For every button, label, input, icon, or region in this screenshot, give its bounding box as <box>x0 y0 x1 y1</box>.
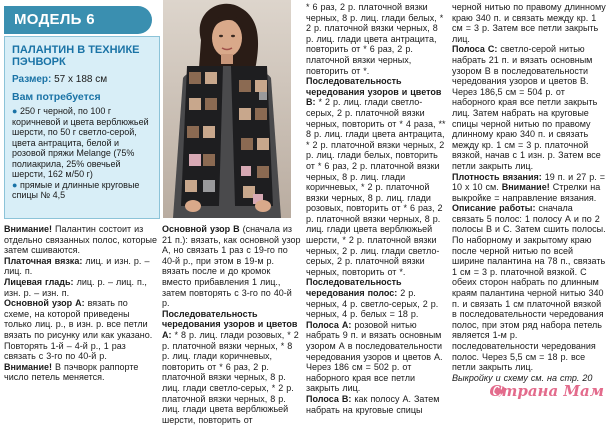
footer-page: см. на стр. 20 <box>530 372 593 383</box>
stripeC-label: Полоса С: <box>452 44 498 55</box>
model-label: МОДЕЛЬ 6 <box>14 11 95 28</box>
patternA-para <box>4 298 157 383</box>
bullet-icon: ● <box>12 106 18 116</box>
stripeB-para <box>306 394 448 415</box>
patternB-label: Основной узор В <box>162 224 240 234</box>
column-1 <box>4 224 157 383</box>
materials-text <box>12 106 152 201</box>
stripeB-label: Полоса В: <box>306 393 352 404</box>
patternB-para <box>162 224 302 309</box>
stockinette-para <box>4 277 157 298</box>
stockinette-label: Лицевая гладь: <box>4 276 74 287</box>
stripeC-text: светло-серой нитью набрать 21 п. и вязать основным узором В в последовательности чередования узоров и цветов В. Через 186,5 см = 504 р. от наборного края все петли закрыть лиц. Затем набрать на круговые спицы черной нитью по правому длинному краю 340 п. и связать между кр. 1 см = 3 р. платочной вязкой, начав с 1 изн. р. Затем все петли закрыть лиц. <box>452 44 601 171</box>
attention-text: Палантин состоит из отдельно связанных полос, которые затем сшиваются. <box>4 224 157 256</box>
patternB-text: (сначала из 21 п.): вязать, как основной узор А, но связать 1 раз с 19-го по 40-й р., при этом в 19-м р. вязать после и до кромок вместо прибавления 1 лиц., затем повторять с 3-го по 40-й р. <box>162 224 301 309</box>
model-photo <box>163 0 291 218</box>
seqB-label: Последовательность чередования узоров и цветов В: <box>306 76 442 108</box>
stripeA-text: розовой нитью набрать 9 п. и вязать основным узором А в последовательности чередования узоров и цветов А. Через 186 см = 502 р. от наборного края все петли закрыть лиц. <box>306 319 443 394</box>
seqC-text: 2 р. черных, 4 р. светло-серых, 2 р. черных, 4 р. белых = 18 р. <box>306 288 439 320</box>
stripeA-label: Полоса А: <box>306 319 352 330</box>
seqB-text: * 2 р. лиц. глади светло-серых, 2 р. платочной вязки черных, повторить от * 4 раза, ** 8 р. лиц. глади цвета антрацита, * 2 р. платочной вязки черных, 2 р. лиц. глади белых, повторить от * 6 раз, 2 р. платочной вязки черных, 8 р. лиц. глади коричневых, * 2 р. платочной вязки черных, 8 р. лиц. глади розовых, повторить от * 6 раз, 2 р. платочной вязки черных, 8 р. лиц. глади цвета верблюжьей шерсти, * 2 р. платочной вязки черных, 2 р. лиц. глади светло-серых, 2 р. платочной вязки черных, повторить от *. <box>306 97 446 277</box>
model-photo-illustration <box>163 0 291 218</box>
info-box <box>4 36 160 219</box>
footer-label: Выкройку и схему <box>452 372 528 383</box>
col4-intro: черной нитью по правому длинному краю 340 п. и связать между кр. 1 см = 3 р. Затем все петли закрыть лиц. <box>452 2 606 44</box>
stockinette-text: лиц. р. – лиц. п., изн. р. – изн. п. <box>4 276 147 298</box>
stripeC-para <box>452 44 606 171</box>
seqA-text: * 8 р. лиц. глади розовых, * 2 р. платочной вязки черных, * 8 р. лиц. глади коричневых, повторить от * 6 раз, 2 р. платочной вязки черных, 8 р. лиц. глади светло-серых, * 2 р. платочной вязки черных, 8 р. лиц. глади цвета верблюжьей шерсти, повторить от <box>162 329 299 425</box>
attn-text: Стрелки на выкройке = направление вязания. <box>452 182 601 203</box>
stripeA-para <box>306 320 448 394</box>
stripeB-text: как полосу А. Затем набрать на круговые спицы <box>306 393 440 415</box>
bullet-icon: ● <box>12 179 18 190</box>
column-2 <box>162 224 302 425</box>
seqC-para <box>306 277 448 319</box>
garter-para <box>4 256 157 277</box>
attention-label: Внимание! <box>4 224 52 234</box>
materials-heading: Вам потребуется <box>12 91 101 103</box>
garter-label: Платочная вязка: <box>4 255 83 266</box>
yarn-list: 250 г черной, по 100 г коричневой и цвета верблюжьей шерсти, по 50 г светло-серой, цвета антрацита, белой и розовой пряжи Melange (75% полиакрила, 25% овечьей шерсти, 162 м/50 г) <box>12 106 149 179</box>
watermark: Страна Мам <box>489 382 604 400</box>
size-value: 57 x 188 см <box>54 74 108 85</box>
column-3 <box>306 2 448 415</box>
work-para <box>452 203 606 373</box>
size-line <box>12 74 152 86</box>
attention2-text: В пэчворк раппорте число петель меняется. <box>4 361 139 383</box>
attention-para <box>4 224 157 256</box>
project-title: ПАЛАНТИН В ТЕХНИКЕ ПЭЧВОРК <box>12 44 140 68</box>
model-badge <box>4 6 152 34</box>
seqB-para <box>306 76 448 277</box>
work-text: сначала связать 5 полос: 1 полосу А и по 2 полосы В и С. Затем сшить полосы. По наборному и закрытому краю после черной нитью по всей ширине палантина на 78 п., связать 1 см = 3 р. платочной вязкой. С обеих сторон набрать по длинным краям палантина черной нитью 340 п. и связать 1 см платочной вязкой в последовательности чередования полос, при этом ряд набора петель является 1-м р. последовательности чередования полос. Через 5,5 см = 18 р. все петли закрыть лиц. <box>452 203 606 373</box>
column-4 <box>452 2 606 383</box>
seqC-label: Последовательность чередования полос: <box>306 277 402 299</box>
gauge-text: 19 п. и 27 р. = 10 x 10 см. <box>452 171 605 193</box>
col3-intro: * 6 раз, 2 р. платочной вязки черных, 8 р. лиц. глади белых, * 2 р. платочной вязки черных, 8 р. лиц. глади цвета антрацита, повторить от * 6 раз, 2 р. платочной вязки черных, повторить от *. <box>306 2 444 76</box>
work-label: Описание работы: <box>452 203 536 214</box>
patternA-text: вязать по схеме, на которой приведены только лиц. р., в изн. р. все петли вязать по рисунку или как указано. Повторять 1-й – 4-й р., 1 раз связать с 3-го по 40-й р. <box>4 298 153 362</box>
gauge-label: Плотность вязания: <box>452 171 542 182</box>
needles-text: прямые и длинные круговые спицы № 4,5 <box>12 179 140 200</box>
gauge-para <box>452 172 606 204</box>
attn-label: Внимание! <box>501 182 550 193</box>
garter-text: лиц. и изн. р. – лиц. п. <box>4 255 150 277</box>
attention2-label: Внимание! <box>4 361 52 372</box>
seqA-label: Последовательность чередования узоров и цветов А: <box>162 308 298 340</box>
patternA-label: Основной узор А: <box>4 298 85 309</box>
seqA-para <box>162 309 302 425</box>
size-label: Размер: <box>12 74 52 85</box>
